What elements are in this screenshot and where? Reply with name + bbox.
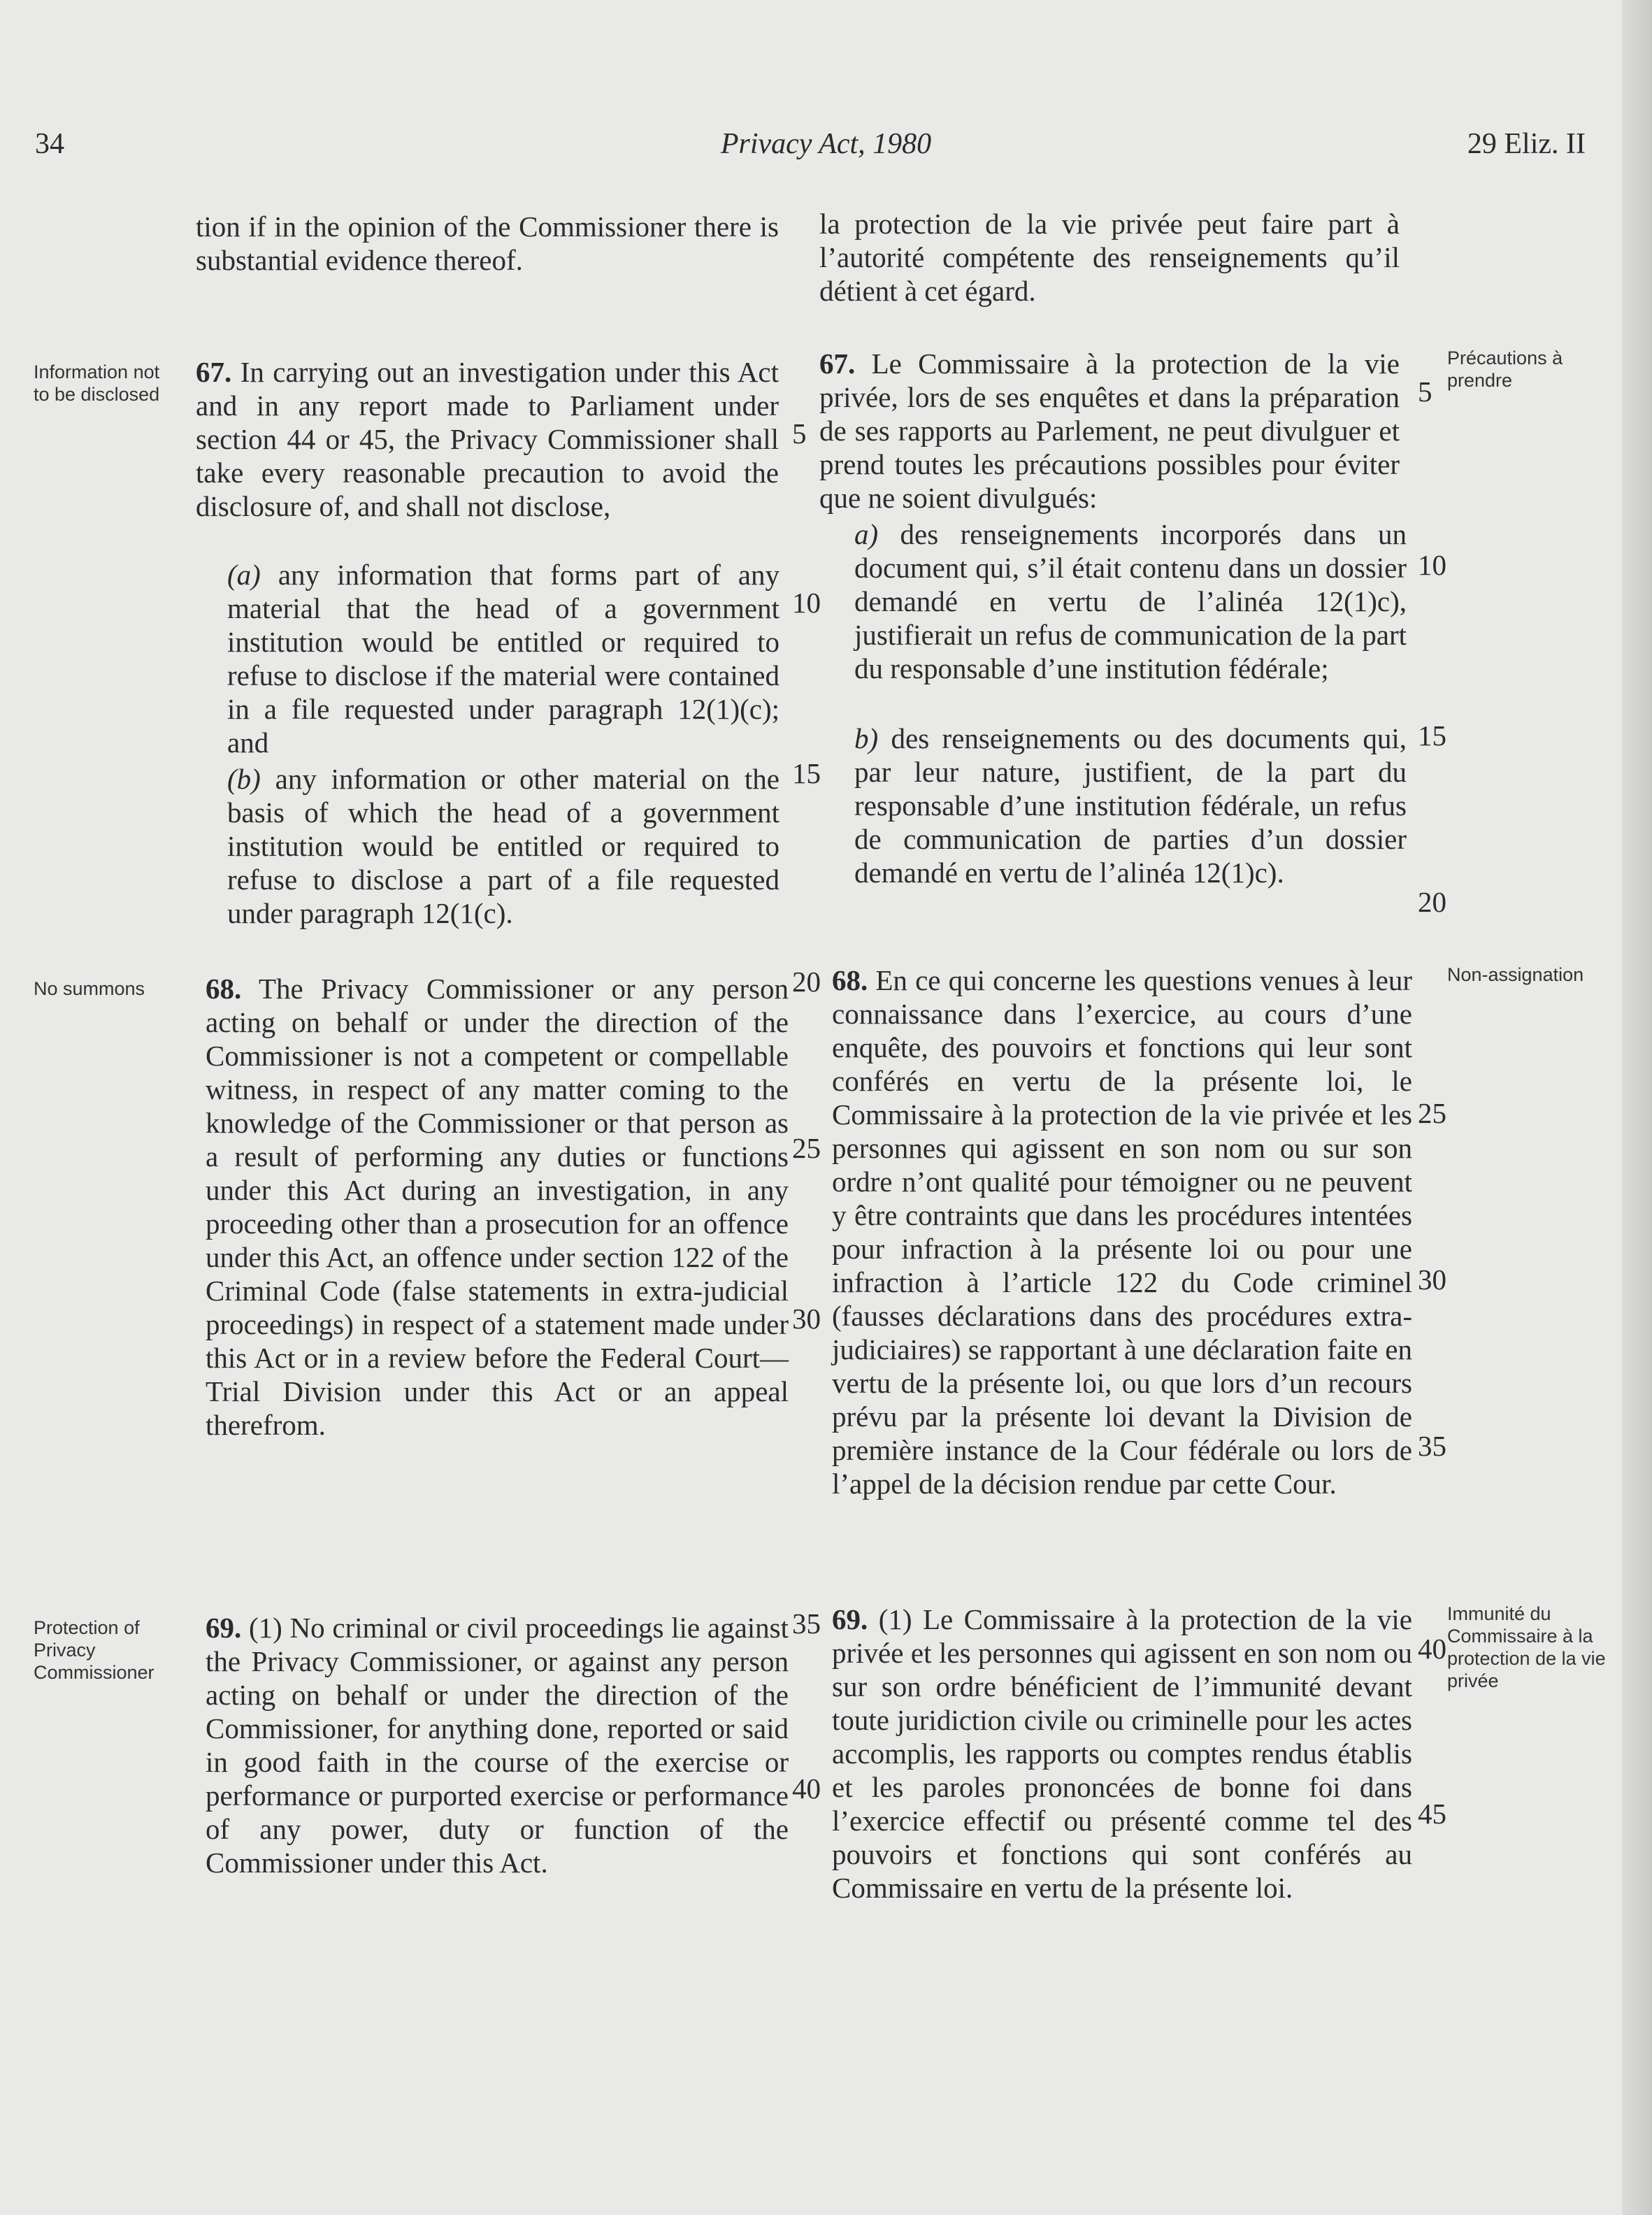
line-number-en: 25 <box>792 1132 821 1164</box>
marginal-note-69-en: Protection of Privacy Commissioner <box>34 1617 155 1683</box>
section-text: Le Commissaire à la protection de la vie privée et les personnes qui agissent en son nom ou sur son ordre bénéficient de l’immunité devant toute juridiction civile ou criminelle pour les actes accomplis, les rapports ou comptes rendus établis et les paroles prononcées de bonne foi dans l’exercice effectif ou présenté comme tel des pouvoirs et fonctions qui sont conférés au Commissaire en vertu de la présente loi. <box>832 1603 1412 1904</box>
section-69-en <box>206 1611 789 1879</box>
section-67-en <box>196 355 779 523</box>
line-number-fr: 40 <box>1418 1633 1446 1665</box>
line-number-fr: 10 <box>1418 549 1446 581</box>
subsection-number: (1) <box>249 1612 282 1644</box>
section-number: 69. <box>832 1603 868 1635</box>
line-number-en: 20 <box>792 966 821 998</box>
line-number-fr: 5 <box>1418 375 1432 408</box>
section-67-en-a <box>227 558 780 759</box>
section-number: 68. <box>206 973 242 1005</box>
section-number: 67. <box>819 347 856 380</box>
section-number: 68. <box>832 964 868 996</box>
section-text: The Privacy Commissioner or any person acting on behalf or under the direction of the Commissioner is not a competent or compellable witness, in respect of any matter coming to the knowledge of the Commissioner or that person as a result of performing any duties or functions under this Act during an investigation, in any proceeding other than a prosecution for an offence under this Act, an offence under section 122 of the Criminal Code (false statements in extra-judicial proceedings) in respect of a statement made under this Act or in a review before the Federal Court—Trial Division under this Act or an appeal therefrom. <box>206 973 789 1441</box>
item-label: b) <box>854 722 879 754</box>
line-number-fr: 45 <box>1418 1798 1446 1830</box>
section-text: Le Commissaire à la protection de la vie privée, lors de ses enquêtes et dans la préparation de ses rapports au Parlement, ne peut divulguer et prend toutes les précautions possibles pour éviter que ne soient divulgués: <box>819 347 1400 514</box>
item-text: any information that forms part of any material that the head of a government institution would be entitled or required to refuse to disclose if the material were contained in a file requested under paragraph 12(1)(c); and <box>227 559 780 759</box>
subsection-number: (1) <box>878 1603 912 1635</box>
line-number-en: 5 <box>792 417 807 450</box>
section-68-en <box>206 972 789 1442</box>
item-text: any information or other material on the basis of which the head of a government institution would be entitled or required to refuse to disclose a part of a file requested under paragraph 12(1(c). <box>227 763 780 929</box>
continuation-fr: la protection de la vie privée peut faire part à l’autorité compétente des renseignements qu’il détient à cet égard. <box>819 208 1400 307</box>
line-number-en: 30 <box>792 1303 821 1335</box>
continuation-en: tion if in the opinion of the Commissioner there is substantial evidence thereof. <box>196 210 779 276</box>
item-text: des renseignements incorporés dans un document qui, s’il était contenu dans un dossier demandé en vertu de l’alinéa 12(1)c), justifierait un refus de communication de la part du responsable d’une institution fédérale; <box>854 518 1407 684</box>
section-67-fr-a <box>854 517 1407 685</box>
line-number-en: 15 <box>792 757 821 789</box>
section-67-fr <box>819 347 1400 515</box>
marginal-note-69-fr: Immunité du Commissaire à la protection de la vie privée <box>1447 1603 1606 1691</box>
marginal-note-67-en: Information not to be disclosed <box>34 361 160 405</box>
section-68-fr <box>832 963 1412 1500</box>
line-number-fr: 35 <box>1418 1430 1446 1462</box>
regnal-year: 29 Eliz. II <box>1467 128 1586 160</box>
marginal-note-68-fr: Non-assignation <box>1447 964 1584 985</box>
section-number: 69. <box>206 1612 242 1644</box>
item-label: a) <box>854 518 879 550</box>
section-text: In carrying out an investigation under this Act and in any report made to Parliament under section 44 or 45, the Privacy Commissioner shall take every reasonable precaution to avoid the disclosure of, and shall not disclose, <box>196 356 780 522</box>
line-number-en: 40 <box>792 1772 821 1805</box>
line-number-fr: 20 <box>1418 886 1446 918</box>
item-label: (a) <box>227 559 261 591</box>
line-number-fr: 15 <box>1418 719 1446 752</box>
item-text: des renseignements ou des documents qui, par leur nature, justifient, de la part du responsable d’une institution fédérale, un refus de communication de parties d’un dossier demandé en vertu de l’alinéa 12(1)c). <box>854 722 1407 889</box>
line-number-fr: 30 <box>1418 1263 1446 1296</box>
section-text: En ce qui concerne les questions venues à leur connaissance dans l’exercice, au cours d’une enquête, des pouvoirs et fonctions qui leur sont conférés en vertu de la présente loi, le Commissaire à la protection de la vie privée et les personnes qui agissent en son nom ou sur son ordre n’ont qualité pour témoigner ou ne peuvent y être contraints que dans les procédures intentées pour infraction à la présente loi ou pour une infraction à l’article 122 du Code criminel (fausses déclarations dans des procédures extra-judiciaires) se rapportant à une déclaration faite en vertu de la présente loi, ou que lors d’un recours prévu par la présente loi devant la Division de première instance de la Cour fédérale ou lors de l’appel de la décision rendue par cette Cour. <box>832 964 1412 1500</box>
line-number-en: 35 <box>792 1607 821 1640</box>
page-number: 34 <box>35 128 64 160</box>
section-67-fr-b <box>854 722 1407 889</box>
item-label: (b) <box>227 763 261 795</box>
section-69-fr <box>832 1603 1412 1905</box>
marginal-note-67-fr: Précautions à prendre <box>1447 347 1563 391</box>
running-title: Privacy Act, 1980 <box>720 128 932 160</box>
marginal-note-68-en: No summons <box>34 978 145 999</box>
page-edge-shadow <box>1622 0 1652 2215</box>
section-number: 67. <box>196 356 232 388</box>
line-number-fr: 25 <box>1418 1097 1446 1129</box>
section-text: No criminal or civil proceedings lie against the Privacy Commissioner, or against any person acting on behalf or under the direction of the Commissioner, for anything done, reported or said in good faith in the course of the exercise or performance or purported exercise or performance of any power, duty or function of the Commissioner under this Act. <box>206 1612 789 1879</box>
line-number-en: 10 <box>792 587 821 619</box>
section-67-en-b <box>227 762 780 930</box>
